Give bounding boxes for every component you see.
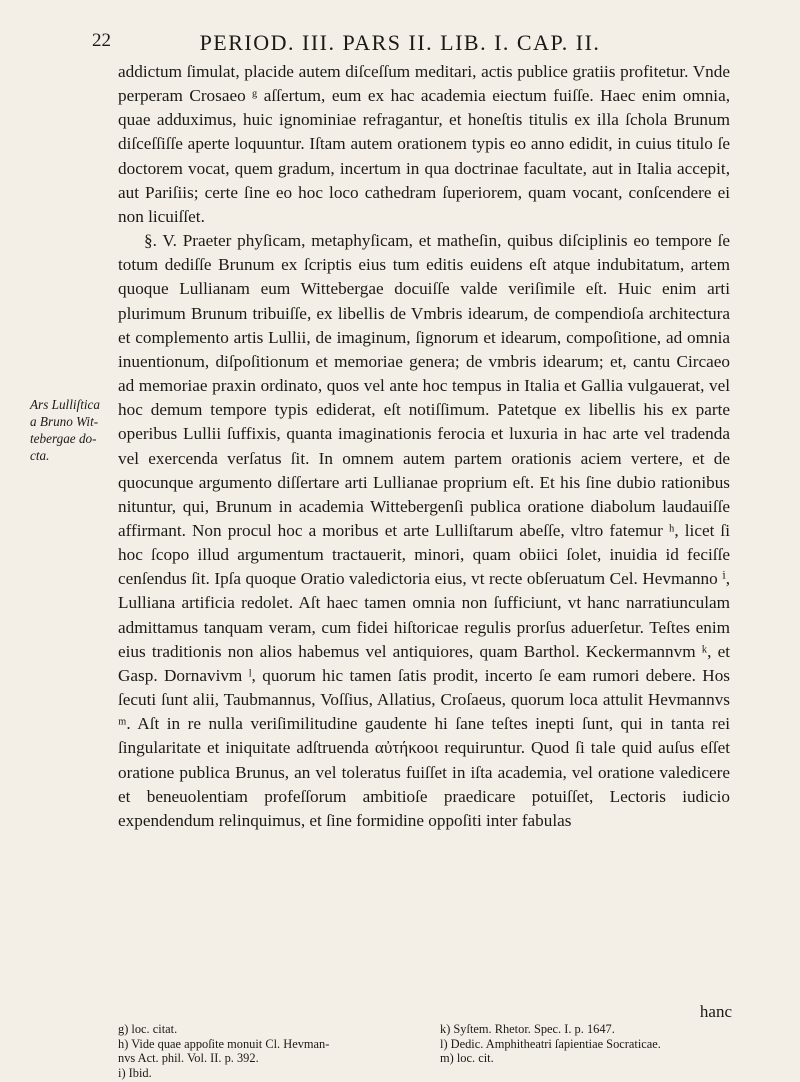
running-head: PERIOD. III. PARS II. LIB. I. CAP. II. <box>199 30 601 55</box>
catchword: hanc <box>699 1002 732 1021</box>
footnote: nvs Act. phil. Vol. II. p. 392. <box>118 1051 259 1065</box>
paragraph-continued: addictum ſimulat, placide autem diſceſſum meditari, actis publice gratiis profitetur. Vnde perperam Crosaeo ᵍ aſſertum, eum ex hac academia eiectum fuiſſe. Haec enim omnia, quae adduximus, huic ignominiae refragantur, et honeſtis titulis ex illa ſchola Brunum diſceſſiſſe aperte loquuntur. Iſtam autem orationem typis eo anno edidit, in cuius titulo ſe doctorem vocat, quem gradum, incertum in qua doctrinae facultate, aut in Italia accepit, aut Pariſiis; certe ſine eo hoc loco cathedram ſuperiorem, quam vocant, conſcendere ei non licuiſſet. <box>118 62 730 226</box>
footnotes <box>118 1022 730 1080</box>
paragraph-section-5: §. V. Praeter phyſicam, metaphyſicam, et matheſin, quibus diſciplinis eo tempore ſe totum dediſſe Brunum ex ſcriptis eius tum editis euidens eſt atque indubitatum, artem quoque Lullianam eum Wittebergae docuiſſe valde veriſimile eſt. Huic enim arti plurimum Brunum tribuiſſe, ex libellis de Vmbris idearum, de compendioſa architectura et complemento artis Lullii, de imaginum, ſignorum et idearum, compoſitione, ad omnia inuentionum, diſpoſitionum et memoriae genera; de vmbris idearum; et, cantu Circaeo ad memoriae praxin ordinato, quos vel ante hoc tempus in Italia et Gallia vulgauerat, vel hoc demum tempore typis ediderat, eſt notiſſimum. Patetque ex libellis his ex parte operibus Lullii ſuffixis, quanta imaginationis ferocia et luxuria in hac arte vel tradenda vel exercenda verſatus ſit. In omnem autem partem orationis aciem vertere, et de quocunque argumento diſſertare arti Lullianae proprium eſt. Et his ſine dubio rationibus nituntur, qui, Brunum in academia Wittebergenſi publica oratione diabolum laudauiſſe affirmant. Non procul hoc a moribus et arte Lulliſtarum abeſſe, vltro fatemur ʰ, licet ſi hoc ſcopo illud argumentum tractauerit, minori, quam obiici ſolet, inuidia id feciſſe cenſendus ſit. Ipſa quoque Oratio valedictoria eius, vt recte obſeruatum Cel. Hevmanno ⁱ, Lulliana artificia redolet. Aſt haec tamen omnia non ſufficiunt, vt hanc narratiunculam admittamus tanquam veram, cum fidei hiſtoricae regulis prorſus aduerſetur. Teſtes enim eius traditionis non alios habemus vel antiquiores, quam Barthol. Keckermannvm ᵏ, et Gasp. Dornavivm ˡ, quorum hic tamen ſatis prodit, incerto ſe eam rumori debere. Hos ſecuti ſunt alii, Taubmannus, Voſſius, Allatius, Croſaeus, quorum loca attulit Hevmannvs ᵐ. Aſt in re nulla veriſimilitudine gaudente hi ſane teſtes inepti ſunt, qui in tanta rei ſingularitate et iniquitate adſtruenda αὐτήκοοι requiruntur. Quod ſi tale quid auſus eſſet oratione publica Brunus, an vel toleratus fuiſſet in iſta academia, vel oratione valedicere et beneuolentiam profeſſorum ambitioſe praedicare potuiſſet, Lectoris iudicio expendendum relinquimus, et ſine formidine oppoſiti inter fabulas <box>118 231 730 830</box>
margin-note <box>30 396 118 464</box>
footnotes-left <box>118 1022 418 1080</box>
margin-note-line: a Bruno Wit- <box>30 414 99 429</box>
footnote: l) Dedic. Amphitheatri ſapientiae Socraticae. <box>440 1036 661 1051</box>
footnote: h) Vide quae appoſite monuit Cl. Hevman- <box>118 1036 330 1051</box>
footnote: k) Syſtem. Rhetor. Spec. I. p. 1647. <box>440 1022 615 1036</box>
margin-note-line: tebergae do- <box>30 431 97 446</box>
main-text <box>118 60 730 833</box>
footnote: m) loc. cit. <box>440 1051 494 1065</box>
footnotes-right <box>440 1022 730 1080</box>
footnote: i) Ibid. <box>118 1065 152 1080</box>
footnote: g) loc. citat. <box>118 1022 178 1036</box>
margin-note-line: Ars Lulliſtica <box>30 397 100 412</box>
margin-note-line: cta. <box>30 448 50 463</box>
page-number: 22 <box>92 30 111 51</box>
